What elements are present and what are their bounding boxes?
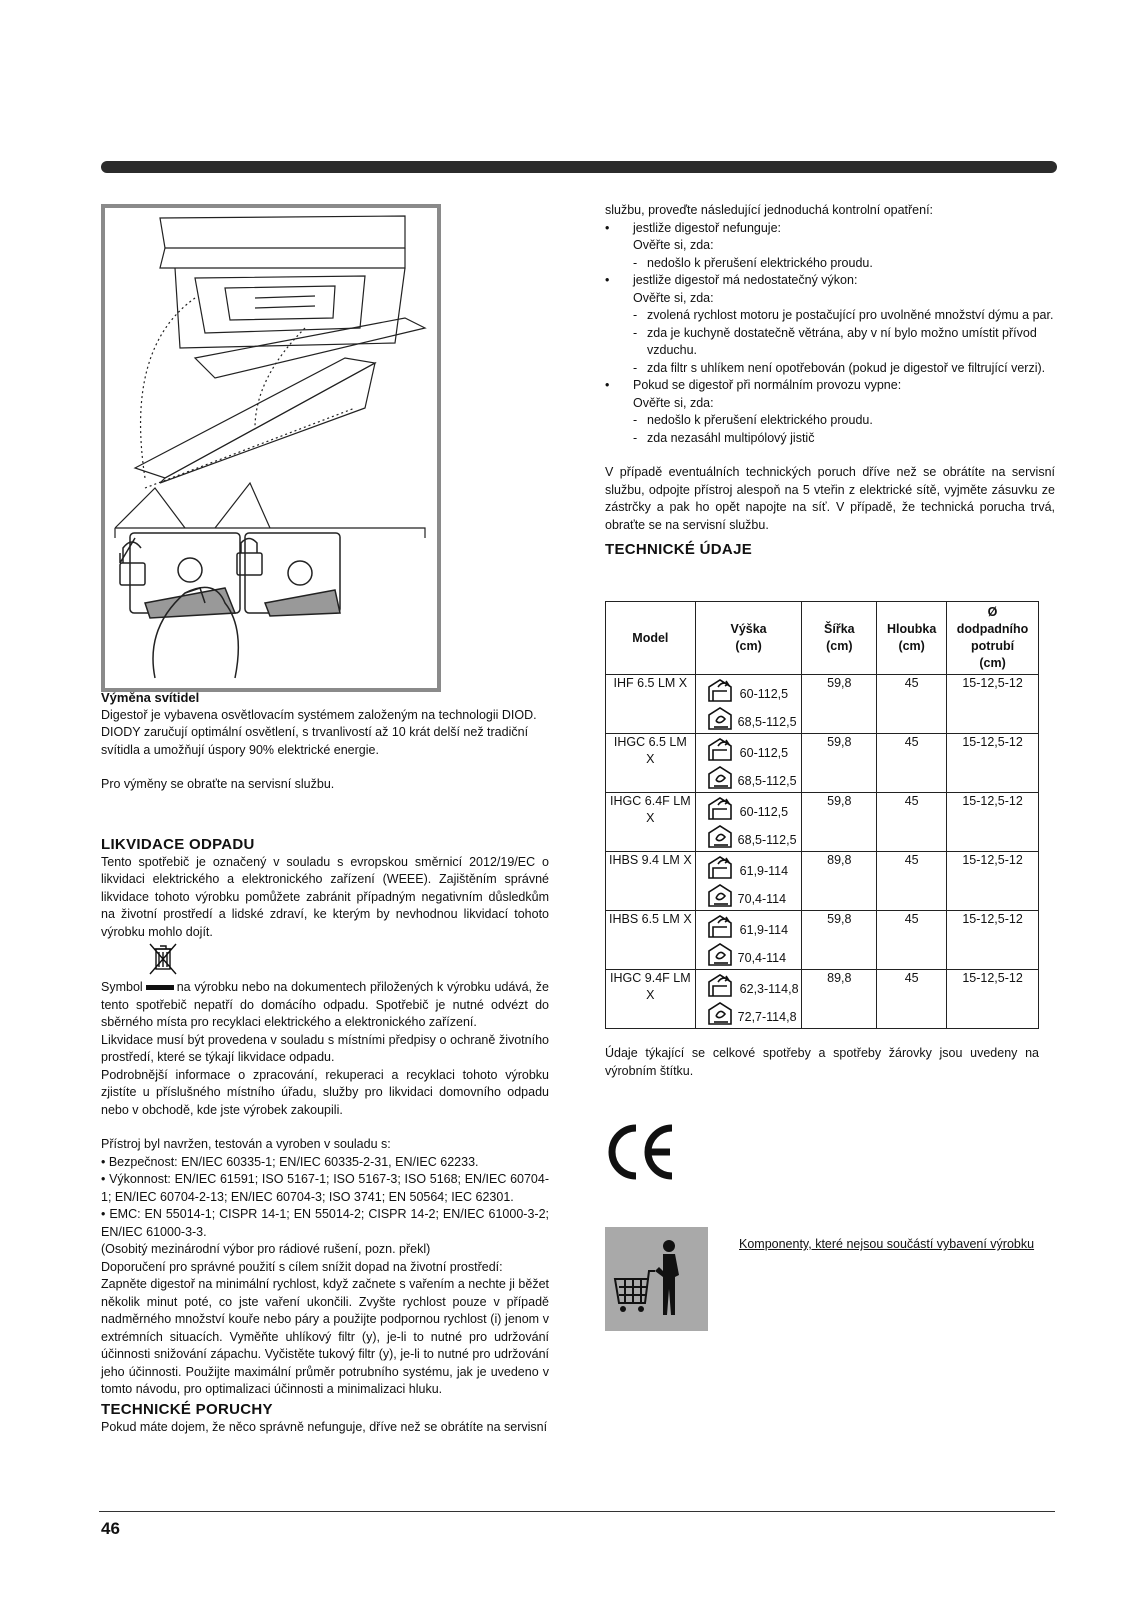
- ce-mark: [606, 1124, 676, 1185]
- bullet-1-dash-1: - nedošlo k přerušení elektrického proudu.: [633, 255, 873, 270]
- bullet-3-dash-1: - nedošlo k přerušení elektrického proudu.: [633, 413, 873, 427]
- cell-height: 60-112,5 68,5-112,5: [695, 734, 802, 793]
- cart-symbol: [605, 1227, 708, 1331]
- hood-lamp-replacement-illustration: [101, 204, 441, 692]
- table-row: [606, 675, 1039, 734]
- cell-diameter: 15-12,5-12: [947, 734, 1039, 793]
- bullet-2-dash-2: - zda je kuchyně dostatečně větrána, aby v ní bylo možno umístit přívod vzduchu.: [633, 325, 1037, 357]
- service-text: V případě eventuálních technických poruch dříve než se obrátíte na servisní službu, odpojte přístroj alespoň na 5 vteřin z elektrické sítě, vyjměte zásuvku ze zástrčky a pak ho opět napojte na síť. V případě, že technická porucha trvá, obraťte se na servisní službu.: [605, 465, 1055, 532]
- header-model: Model: [606, 602, 696, 675]
- table-row: [606, 911, 1039, 970]
- cell-diameter: 15-12,5-12: [947, 970, 1039, 1029]
- ducted-hood-icon: [706, 736, 736, 762]
- disposal-title: LIKVIDACE ODPADU: [101, 836, 255, 853]
- symbol-text: na výrobku nebo na dokumentech přiložených k výrobku udává, že tento spotřebič nepatří do domácího odpadu. Spotřebič je nutné odvézt do sběrného místa pro recyklaci elektrického a elektronického zařízení.: [101, 980, 549, 1029]
- cell-model: IHF 6.5 LM X: [606, 675, 696, 734]
- safety-standards: • Bezpečnost: EN/IEC 60335-1; EN/IEC 60335-2-31, EN/IEC 62233.: [101, 1154, 479, 1169]
- committee-note: (Osobitý mezinárodní výbor pro rádiové rušení, pozn. překl): [101, 1242, 431, 1256]
- bullet-1: • jestliže digestoř nefunguje:: [605, 220, 782, 235]
- cell-width: 59,8: [802, 793, 877, 852]
- ducted-hood-icon: [706, 795, 736, 821]
- ducted-hood-icon: [706, 677, 736, 703]
- faults-text: Pokud máte dojem, že něco správně nefunguje, dříve než se obrátíte na servisní: [101, 1419, 548, 1434]
- cell-model: IHGC 9.4F LM X: [606, 970, 696, 1029]
- cell-depth: 45: [877, 970, 947, 1029]
- lamp-title: Výměna svítidel: [101, 690, 200, 705]
- performance-standards: • Výkonnost: EN/IEC 61591; ISO 5167-1; ISO 5167-3; ISO 5168; EN/IEC 60704-1; EN/IEC 60704-2-13; EN/IEC 60704-3; ISO 3741; EN 50564; IEC 62301.: [101, 1172, 549, 1204]
- lamp-section: [101, 689, 549, 794]
- cell-model: IHGC 6.5 LM X: [606, 734, 696, 793]
- hood-lamp-illustration-icon: [105, 208, 437, 688]
- cell-width: 89,8: [802, 970, 877, 1029]
- cell-model: IHBS 9.4 LM X: [606, 852, 696, 911]
- check-3: Ověřte si, zda:: [633, 395, 714, 410]
- cell-model: IHGC 6.4F LM X: [606, 793, 696, 852]
- table-row: [606, 970, 1039, 1029]
- bullet-2: • jestliže digestoř má nedostatečný výkon:: [605, 273, 858, 287]
- shopping-cart-person-icon: [605, 1227, 708, 1331]
- check-2: Ověřte si, zda:: [633, 290, 714, 305]
- cell-diameter: 15-12,5-12: [947, 675, 1039, 734]
- disposal-section: [101, 836, 549, 1399]
- cell-diameter: 15-12,5-12: [947, 793, 1039, 852]
- cell-width: 59,8: [802, 911, 877, 970]
- cell-height: 62,3-114,8 72,7-114,8: [695, 970, 802, 1029]
- header-width: Šířka (cm): [802, 602, 877, 675]
- cell-diameter: 15-12,5-12: [947, 911, 1039, 970]
- cell-width: 59,8: [802, 675, 877, 734]
- cell-width: 59,8: [802, 734, 877, 793]
- cell-depth: 45: [877, 734, 947, 793]
- bullet-2-dash-1: - zvolená rychlost motoru je postačující pro uvolněné množství dýmu a par.: [633, 308, 1054, 322]
- cell-height: 60-112,5 68,5-112,5: [695, 793, 802, 852]
- filter-hood-icon: [706, 882, 736, 908]
- faults-section: [101, 1401, 549, 1436]
- table-row: [606, 852, 1039, 911]
- disposal-info: Podrobnější informace o zpracování, rekuperaci a recyklaci tohoto výrobku zjistíte u příslušného místního úřadu, služby pro likvidaci domovního odpadu nebo v obchodě, kde jste výrobek zakoupili.: [101, 1067, 549, 1117]
- filter-hood-icon: [706, 764, 736, 790]
- bullet-3-dash-2: - zda nezasáhl multipólový jistič: [633, 430, 815, 445]
- weee-bar-icon: [146, 985, 174, 990]
- page-number: 46: [101, 1519, 120, 1538]
- ducted-hood-icon: [706, 913, 736, 939]
- troubleshooting-section: [605, 202, 1055, 559]
- troubleshooting-intro: službu, proveďte následující jednoduchá kontrolní opatření:: [605, 203, 934, 217]
- cell-depth: 45: [877, 852, 947, 911]
- table-header-row: [606, 602, 1039, 675]
- cell-diameter: 15-12,5-12: [947, 852, 1039, 911]
- bullet-3: • Pokud se digestoř při normálním provozu vypne:: [605, 378, 902, 392]
- faults-title: TECHNICKÉ PORUCHY: [101, 1401, 273, 1418]
- header-depth: Hloubka (cm): [877, 602, 947, 675]
- disposal-text: Tento spotřebič je označený v souladu s evropskou směrnicí 2012/19/EC o likvidaci elektrického a elektronického zařízení (WEEE). Zajištěním správné likvidace tohoto výrobku pomůžete zabránit případným negativním důsledkům na životní prostředí a lidské zdraví, ke kterým by nevhodnou likvidací tohoto výrobku mohlo dojít.: [101, 854, 549, 939]
- cell-height: 61,9-114 70,4-114: [695, 852, 802, 911]
- cell-width: 89,8: [802, 852, 877, 911]
- emc-standards: • EMC: EN 55014-1; CISPR 14-1; EN 55014-2; CISPR 14-2; EN/IEC 61000-3-2; EN/IEC 61000-3-3.: [101, 1207, 549, 1239]
- table-row: [606, 734, 1039, 793]
- filter-hood-icon: [706, 705, 736, 731]
- filter-hood-icon: [706, 941, 736, 967]
- tech-table: [605, 601, 1039, 1029]
- lamp-text: Digestoř je vybavena osvětlovacím systémem založeným na technologii DIOD. DIODY zaručují optimální osvětlení, s trvanlivostí až 10 krát delší než tradiční svítidla a umožňují úspory 90% elektrické energie.: [101, 707, 537, 757]
- header-bar: [101, 161, 1057, 173]
- table-row: [606, 793, 1039, 852]
- weee-symbol: [101, 941, 549, 979]
- lamp-service-text: Pro výměny se obraťte na servisní službu.: [101, 777, 335, 791]
- cell-model: IHBS 6.5 LM X: [606, 911, 696, 970]
- consumption-note: Údaje týkající se celkové spotřeby a spotřeby žárovky jsou uvedeny na výrobním štítku.: [605, 1046, 1039, 1078]
- cell-depth: 45: [877, 793, 947, 852]
- eco-title: Doporučení pro správné použití s cílem snížit dopad na životní prostředí:: [101, 1259, 503, 1274]
- cell-depth: 45: [877, 675, 947, 734]
- filter-hood-icon: [706, 823, 736, 849]
- header-height: Výška (cm): [695, 602, 802, 675]
- bullet-2-dash-3: - zda filtr s uhlíkem není opotřebován (pokud je digestoř ve filtrující verzi).: [633, 360, 1046, 375]
- footer-line: [99, 1511, 1055, 1512]
- cell-height: 60-112,5 68,5-112,5: [695, 675, 802, 734]
- cell-depth: 45: [877, 911, 947, 970]
- filter-hood-icon: [706, 1000, 736, 1026]
- ducted-hood-icon: [706, 854, 736, 880]
- disposal-rules: Likvidace musí být provedena v souladu s místními předpisy o ochraně životního prostředí, které se týkají likvidace odpadu.: [101, 1032, 549, 1064]
- ducted-hood-icon: [706, 972, 736, 998]
- crossed-out-bin-icon: [147, 941, 179, 977]
- ce-mark-icon: [606, 1124, 676, 1180]
- components-label: Komponenty, které nejsou součástí vybavení výrobku: [739, 1237, 1035, 1251]
- tech-title: TECHNICKÉ ÚDAJE: [605, 541, 753, 558]
- eco-text: Zapněte digestoř na minimální rychlost, když začnete s vařením a nechte ji běžet několik minut poté, co jste vaření ukončili. Zvyšte rychlost pouze v případě nadměrného množství kouře nebo páry a použijte podpornou rychlost (i) jenom v extrémních situacích. Vyměňte uhlíkový filtr (y), je-li to nutné pro udržování účinnosti snižování zápachu. Vyčistěte tukový filtr (y), je-li to nutné pro udržování jeho účinnosti. Použijte maximální průměr potrubního systému, jak je uvedeno v tomto návodu, pro optimalizaci účinnosti a minimalizaci hluku.: [101, 1277, 549, 1396]
- check-1: Ověřte si, zda:: [633, 238, 714, 252]
- symbol-word: Symbol: [101, 980, 143, 994]
- design-intro: Přístroj byl navržen, testován a vyroben v souladu s:: [101, 1137, 391, 1151]
- header-diameter: Ø dodpadního potrubí (cm): [947, 602, 1039, 675]
- cell-height: 61,9-114 70,4-114: [695, 911, 802, 970]
